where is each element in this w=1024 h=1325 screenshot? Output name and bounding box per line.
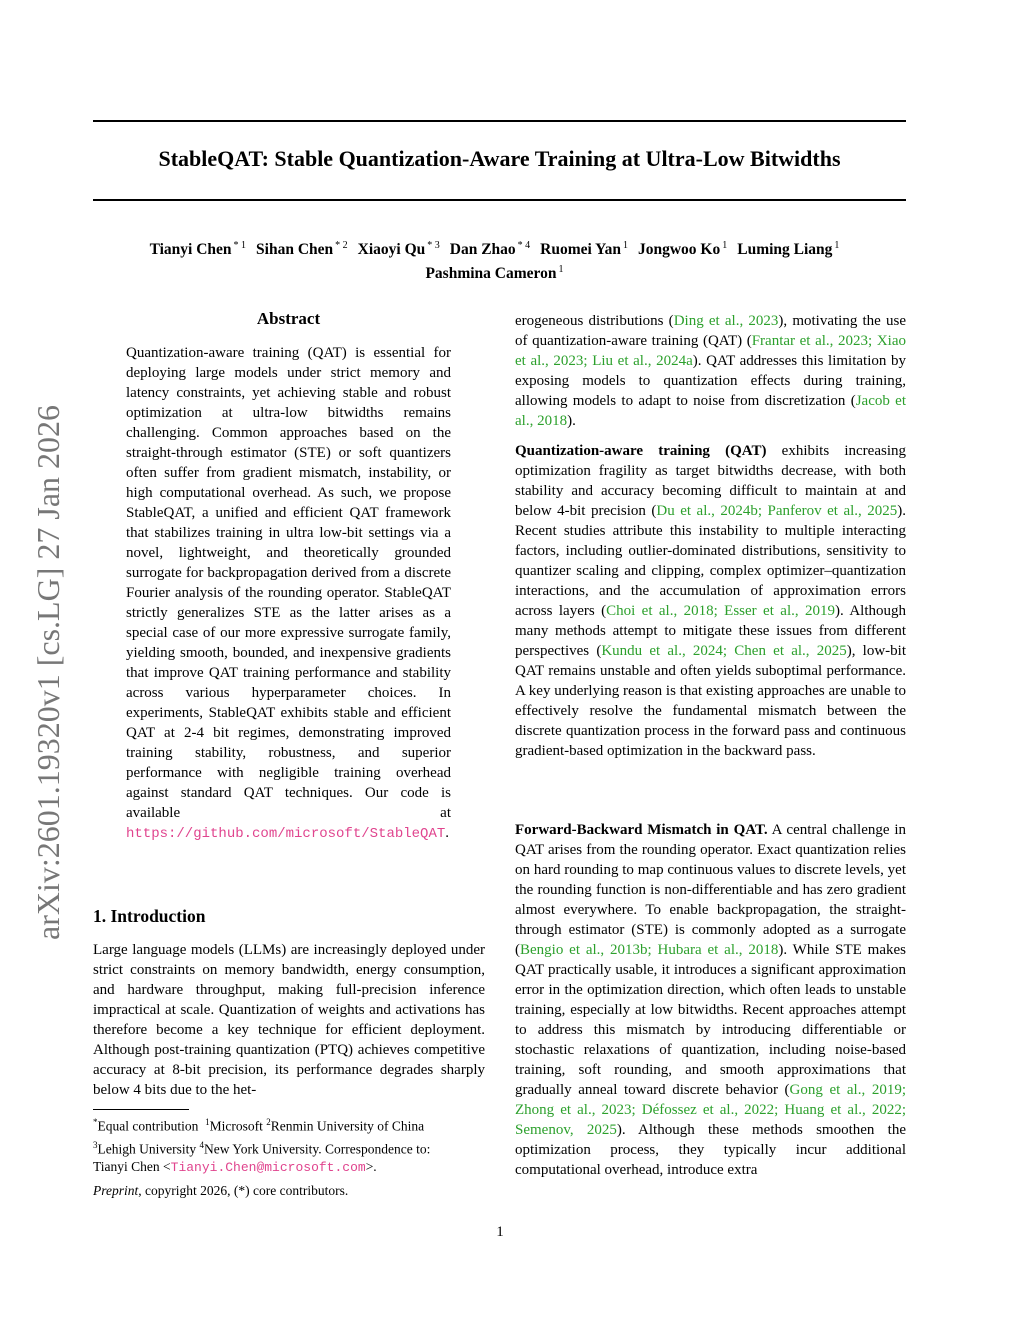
arxiv-side-label: arXiv:2601.19320v1 [cs.LG] 27 Jan 2026 <box>30 404 66 940</box>
author-name: Ruomei Yan <box>540 241 621 259</box>
footnote-aff2: Renmin University of China <box>270 1118 425 1134</box>
author-affiliation: 1 <box>834 240 840 251</box>
title-bottom-rule <box>93 199 906 201</box>
footnote-rule <box>93 1109 189 1110</box>
email-link[interactable]: Tianyi.Chen@microsoft.com <box>170 1160 366 1175</box>
author-affiliation: * 2 <box>335 240 348 251</box>
text-run: ). Although these methods smoothen the optimization process, they typically incur additional computational overhead, introduce extra <box>515 1122 906 1178</box>
footnote-aff1: Microsoft <box>209 1118 263 1134</box>
text-run: ), low-bit QAT remains unstable and often yields suboptimal performance. A key underlying reason is that existing approaches are unable to effectively resolve the fundamental mismatch between the discrete quantization process in the forward pass and continuous gradient-based optimization in the backward pass. <box>515 643 906 759</box>
code-link[interactable]: https://github.com/microsoft/StableQAT <box>126 826 446 842</box>
author-name: Dan Zhao <box>449 241 516 259</box>
author-name: Pashmina Cameron <box>425 265 557 283</box>
author-name: Xiaoyi Qu <box>357 241 426 259</box>
citation[interactable]: Ding et al., 2023 <box>673 313 779 329</box>
author-name: Luming Liang <box>737 241 833 259</box>
citation[interactable]: Bengio et al., 2013b; Hubara et al., 2018 <box>520 942 779 958</box>
abstract-body: Quantization-aware training (QAT) is essential for deploying large models under strict memory and latency constraints, yet achieving stable and robust optimization at ultra-low bitwidths remains challenging. Common approaches based on the straight-through estimator (STE) or soft quantizers often suffer from gradient mismatch, instability, or high computational overhead. As such, we propose StableQAT, a unified and efficient QAT framework that stabilizes training in ultra low-bit settings via a novel, lightweight, and theoretically grounded surrogate for backpropagation derived from a discrete Fourier analysis of the rounding operator. StableQAT strictly generalizes STE as the latter arises as a special case of our more expressive surrogate family, yielding smooth, bounded, and inexpensive gradients that improve QAT training performance and stability across various hyperparameter choices. In experiments, StableQAT exhibits stable and efficient QAT at 2-4 bit regimes, demonstrating improved training stability, robustness, and superior performance with negligible training overhead against standard QAT techniques. Our code is available at <box>126 345 451 821</box>
paper-title: StableQAT: Stable Quantization-Aware Training at Ultra-Low Bitwidths <box>158 146 841 171</box>
citation[interactable]: Gong et al., 2019; Zhong et al., 2023; Défossez et al., 2022; Huang et al., 2022; Semenov, 2025 <box>515 1082 906 1138</box>
footnote-equal: Equal contribution <box>97 1118 199 1134</box>
author-affiliation: * 1 <box>233 240 247 251</box>
text-run: ). Although many methods attempt to mitigate these issues from different perspectives ( <box>515 603 906 659</box>
text-run: ). <box>567 413 576 429</box>
preprint-text: , copyright 2026, (*) core contributors. <box>138 1183 349 1198</box>
citation[interactable]: Du et al., 2024b; Panferov et al., 2025 <box>656 503 898 519</box>
title-top-rule <box>93 120 906 122</box>
author-affiliation: * 3 <box>427 240 440 251</box>
abstract-text <box>126 343 451 844</box>
preprint-label: Preprint <box>93 1183 139 1198</box>
text-run: A central challenge in QAT arises from the rounding operator. Exact quantization relies on hard rounding to map continuous values to discrete levels, yet the rounding function is non-differentiable and has zero gradient almost everywhere. To enable backpropagation, the straight-through estimator (STE) is commonly adopted as a surrogate ( <box>515 822 906 958</box>
paragraph-heading-mismatch: Forward-Backward Mismatch in QAT. <box>515 822 768 838</box>
author-list <box>93 236 906 284</box>
author-affiliation: 1 <box>558 264 564 276</box>
citation[interactable]: Kundu et al., 2024; Chen et al., 2025 <box>601 643 847 659</box>
right-paragraph-3 <box>515 820 906 1180</box>
author-affiliation: * 4 <box>517 240 531 251</box>
right-paragraph-2 <box>515 441 906 761</box>
citation[interactable]: Choi et al., 2018; Esser et al., 2019 <box>606 603 836 619</box>
text-run: exhibits increasing optimization fragility as target bitwidths decrease, with both stability and accuracy becoming difficult to maintain at and below 4-bit precision ( <box>515 443 906 519</box>
footnote-aff4: New York University. <box>203 1141 322 1156</box>
abstract-end: . <box>445 825 450 841</box>
citation[interactable]: Jacob et al., 2018 <box>515 393 906 429</box>
section-heading-introduction: 1. Introduction <box>93 906 206 926</box>
footnote-aff3: Lehigh University <box>97 1141 197 1156</box>
author-line-1 <box>93 236 906 260</box>
citation[interactable]: Frantar et al., 2023; Xiao et al., 2023; Liu et al., 2024a <box>515 333 906 369</box>
paragraph-heading-qat: Quantization-aware training (QAT) <box>515 443 767 459</box>
text-run: ). While STE makes QAT practically usable, it introduces a significant approximation error in the optimization direction, which often leads to unstable training, especially at low bitwidths. Recent approaches attempt to address this mismatch by introducing differentiable or stochastic relaxations of quantization, including noise-based training, soft rounding, and smooth approximations that gradually anneal toward discrete behavior ( <box>515 942 906 1098</box>
author-affiliation: 1 <box>722 240 728 251</box>
author-affiliation: 1 <box>622 240 628 251</box>
abstract-heading: Abstract <box>256 309 321 328</box>
footnote-name: Tianyi Chen <box>93 1159 160 1174</box>
page-number: 1 <box>496 1224 504 1240</box>
intro-paragraph: Large language models (LLMs) are increasingly deployed under strict constraints on memory bandwidth, energy consumption, and hardware throughput, making full-precision inference impractical at scale. Quantization of weights and activations has therefore become a key technique for efficient deployment. Although post-training quantization (PTQ) achieves competitive accuracy at 8-bit precision, its performance degrades sharply below 4 bits due to the het- <box>93 942 485 1098</box>
text-run: ). QAT addresses this limitation by exposing models to quantization effects during training, allowing models to adapt to noise from discretization ( <box>515 353 906 409</box>
author-name: Tianyi Chen <box>149 241 232 259</box>
right-paragraph-1 <box>515 311 906 431</box>
footnote-corr: Correspondence to: <box>324 1141 431 1156</box>
text-run: ). Recent studies attribute this instability to multiple interacting factors, including outlier-dominated distributions, sensitivity to quantizer scaling and clipping, complex optimizer–quantization interactions, and the accumulation of approximation errors across layers ( <box>515 503 907 619</box>
author-name: Jongwoo Ko <box>637 241 721 259</box>
author-name: Sihan Chen <box>256 241 334 259</box>
footnote: *Equal contribution $^1$Microsoft $^2$Renmin University of China $^3$Lehigh University $^4$New York University. Correspondence to: Tianyi Chen <Tianyi.Chen@microsoft.com>. <box>93 1117 431 1175</box>
text-run: erogeneous distributions ( <box>515 313 674 329</box>
preprint-note <box>93 1183 348 1199</box>
text-run: ), motivating the use of quantization-aware training (QAT) ( <box>515 313 907 349</box>
author-line-2 <box>93 260 906 284</box>
